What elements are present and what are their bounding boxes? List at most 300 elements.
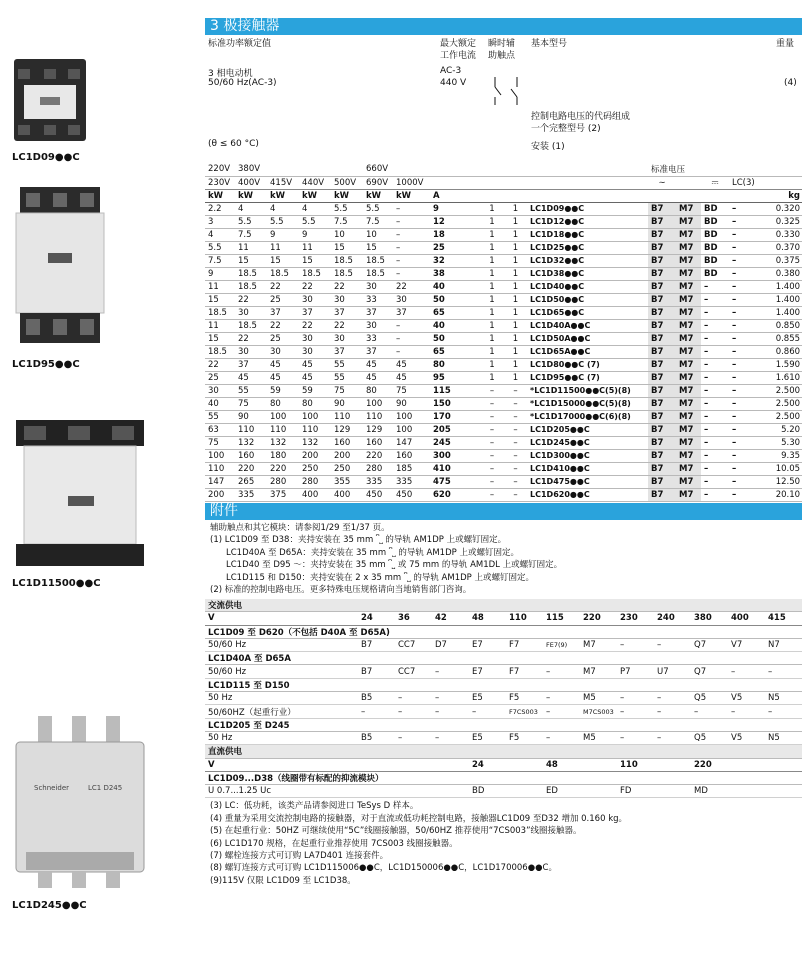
table-cell: E5 (469, 731, 506, 744)
table-cell: 0.370 (759, 241, 802, 254)
table-cell: 50 (430, 293, 480, 306)
table-cell: – (543, 731, 580, 744)
table-cell: – (543, 705, 580, 718)
table-cell: B7 (648, 280, 676, 293)
table-cell: B7 (358, 665, 395, 678)
contactor-row (205, 449, 802, 462)
table-cell: – (729, 371, 759, 384)
table-cell: 3 (205, 215, 235, 228)
table-cell: 18.5 (299, 267, 331, 280)
table-cell: 250 (299, 462, 331, 475)
table-cell: – (729, 306, 759, 319)
table-cell: 2.500 (759, 410, 802, 423)
table-cell: – (358, 705, 395, 718)
table-cell: – (729, 436, 759, 449)
contactor-row (205, 423, 802, 436)
table-cell: 150 (430, 397, 480, 410)
table-cell: V7 (728, 638, 765, 651)
table-cell: 280 (267, 475, 299, 488)
coil-group-title (205, 718, 802, 731)
table-cell: – (729, 462, 759, 475)
coil-group-title (205, 678, 802, 691)
contactor-row (205, 475, 802, 488)
table-cell: 5.5 (205, 241, 235, 254)
table-cell (395, 758, 432, 771)
table-cell: 132 (267, 436, 299, 449)
table-cell: M7 (676, 228, 701, 241)
accessory-notes (205, 520, 802, 597)
table-cell: 9 (267, 228, 299, 241)
table-cell: 115 (543, 612, 580, 625)
table-cell: 220 (691, 758, 728, 771)
reference-code: LC1D205●●C (527, 423, 648, 436)
contactor-row (205, 228, 802, 241)
table-cell: – (729, 280, 759, 293)
table-cell: 18.5 (235, 267, 267, 280)
table-cell: 18.5 (331, 254, 363, 267)
table-cell: BD (701, 202, 729, 215)
table-cell: M5 (580, 692, 617, 705)
table-cell: 12 (430, 215, 480, 228)
table-cell: 45 (393, 358, 430, 371)
reference-code: *LC1D15000●●C(5)(8) (527, 397, 648, 410)
table-cell: M7 (676, 475, 701, 488)
table-cell: 59 (299, 384, 331, 397)
table-cell: 1 (504, 332, 527, 345)
table-cell: 36 (395, 612, 432, 625)
table-cell: 22 (393, 280, 430, 293)
table-cell: 4 (235, 202, 267, 215)
footnote: (5) 在起重行业：50HZ 可继续使用“5C”线圈接触器，50/60HZ 推荐使用“7CS003”线圈接触器。 (210, 826, 582, 837)
table-cell: 55 (205, 410, 235, 423)
table-cell: 50/60 Hz (205, 638, 358, 651)
table-cell: 450 (393, 488, 430, 501)
table-cell: B7 (648, 410, 676, 423)
table-cell: ED (543, 785, 580, 798)
table-cell: 1 (480, 306, 504, 319)
table-cell: V5 (728, 731, 765, 744)
col-aux-heading-2: 助触点 (488, 51, 516, 61)
table-cell: B7 (648, 488, 676, 501)
table-cell: 1 (480, 202, 504, 215)
table-cell: M7 (676, 267, 701, 280)
table-cell: FE7(9) (543, 638, 580, 651)
table-cell: – (393, 228, 430, 241)
table-cell: – (701, 384, 729, 397)
dc-voltage-header (205, 758, 802, 771)
table-cell: M7 (676, 319, 701, 332)
table-cell: 90 (331, 397, 363, 410)
table-cell: – (701, 397, 729, 410)
table-cell: 1 (504, 241, 527, 254)
dc-group-title (205, 771, 802, 784)
reference-code: LC1D38●●C (527, 267, 648, 280)
table-cell: 160 (393, 449, 430, 462)
table-cell: 12.50 (759, 475, 802, 488)
table-cell: – (765, 665, 802, 678)
table-cell: – (504, 488, 527, 501)
footnotes (205, 798, 802, 887)
table-cell: 22 (331, 280, 363, 293)
table-cell: 230 (617, 612, 654, 625)
reference-code: LC1D12●●C (527, 215, 648, 228)
table-cell: 30 (331, 293, 363, 306)
coil-row (205, 638, 802, 651)
coil-group-title (205, 625, 802, 638)
reference-code: *LC1D11500●●C(5)(8) (527, 384, 648, 397)
table-cell: 37 (331, 306, 363, 319)
table-cell: – (701, 306, 729, 319)
ac-supply-heading (205, 599, 802, 612)
table-cell: 0.855 (759, 332, 802, 345)
table-cell: 110 (299, 423, 331, 436)
table-cell: – (701, 449, 729, 462)
table-cell: – (701, 280, 729, 293)
table-cell: 24 (358, 612, 395, 625)
reference-code: LC1D40●●C (527, 280, 648, 293)
table-cell: 147 (393, 436, 430, 449)
contactor-row (205, 267, 802, 280)
table-cell: M7 (676, 488, 701, 501)
table-cell: 18.5 (331, 267, 363, 280)
table-cell: E5 (469, 692, 506, 705)
table-cell: 22 (299, 280, 331, 293)
table-cell: F7CS003 (506, 705, 543, 718)
contactor-row (205, 345, 802, 358)
contactor-row (205, 462, 802, 475)
table-cell: 38 (430, 267, 480, 280)
table-cell: 18 (430, 228, 480, 241)
table-cell: B7 (648, 202, 676, 215)
table-cell (765, 758, 802, 771)
table-cell: 15 (331, 241, 363, 254)
reference-code: LC1D40A●●C (527, 319, 648, 332)
table-cell: – (728, 705, 765, 718)
table-cell: – (432, 665, 469, 678)
table-cell: 100 (393, 410, 430, 423)
ac3-label: AC-3 (440, 66, 462, 76)
table-cell: – (729, 475, 759, 488)
col-current-heading-2: 工作电流 (440, 51, 477, 61)
table-cell: 45 (299, 358, 331, 371)
table-cell: 10 (363, 228, 393, 241)
table-cell: MD (691, 785, 728, 798)
table-cell: 30 (331, 332, 363, 345)
reference-code: LC1D475●●C (527, 475, 648, 488)
table-cell: CC7 (395, 638, 432, 651)
table-cell: 30 (299, 332, 331, 345)
dc-coil-row (205, 785, 802, 798)
table-cell: Q7 (691, 638, 728, 651)
table-cell: 18.5 (235, 280, 267, 293)
table-cell: 33 (363, 293, 393, 306)
table-cell: M7 (676, 449, 701, 462)
table-cell: 9.35 (759, 449, 802, 462)
table-cell: – (765, 705, 802, 718)
table-cell: 37 (331, 345, 363, 358)
table-cell: 37 (363, 345, 393, 358)
table-cell: LC1D40A 至 D65A (205, 652, 802, 665)
table-cell: – (393, 345, 430, 358)
table-cell: 300 (430, 449, 480, 462)
contactor-row (205, 254, 802, 267)
table-cell: 2.2 (205, 202, 235, 215)
table-cell: 15 (267, 254, 299, 267)
table-cell: – (504, 423, 527, 436)
table-cell: 22 (331, 319, 363, 332)
reference-code: LC1D95●●C (7) (527, 371, 648, 384)
table-cell: B7 (648, 241, 676, 254)
table-cell: 15 (205, 293, 235, 306)
table-cell: – (701, 462, 729, 475)
table-cell: – (701, 293, 729, 306)
table-cell: – (432, 692, 469, 705)
table-cell: 100 (299, 410, 331, 423)
table-cell: F5 (506, 692, 543, 705)
product-column (0, 0, 200, 974)
table-cell: – (395, 692, 432, 705)
table-cell: 7.5 (235, 228, 267, 241)
table-cell: 1 (480, 345, 504, 358)
table-cell: B7 (648, 306, 676, 319)
table-cell: 110 (617, 758, 654, 771)
table-cell: – (691, 705, 728, 718)
table-cell: 200 (331, 449, 363, 462)
table-cell (506, 785, 543, 798)
section-title-accessories: 附件 (205, 503, 802, 520)
coil-row (205, 692, 802, 705)
table-cell: 220 (235, 462, 267, 475)
coil-row (205, 705, 802, 718)
table-cell: M7 (676, 293, 701, 306)
contactor-row (205, 241, 802, 254)
table-cell: – (701, 358, 729, 371)
table-cell: 45 (299, 371, 331, 384)
table-cell: – (480, 462, 504, 475)
table-cell: 7.5 (205, 254, 235, 267)
reference-code: *LC1D17000●●C(6)(8) (527, 410, 648, 423)
table-cell: – (393, 254, 430, 267)
table-cell: V (205, 758, 358, 771)
table-cell: 1 (504, 228, 527, 241)
table-cell: BD (469, 785, 506, 798)
table-cell: – (701, 319, 729, 332)
table-cell: 30 (267, 345, 299, 358)
col-ref-heading: 基本型号 (531, 39, 568, 49)
table-cell: 45 (267, 371, 299, 384)
table-cell: 25 (205, 371, 235, 384)
table-cell: 0.860 (759, 345, 802, 358)
table-cell: B7 (648, 332, 676, 345)
table-cell: – (701, 488, 729, 501)
std-voltage-heading: 标准电压 (648, 163, 759, 176)
table-cell: 7.5 (331, 215, 363, 228)
table-cell: 63 (205, 423, 235, 436)
table-cell: – (393, 267, 430, 280)
table-cell: 30 (235, 345, 267, 358)
table-cell: 1 (480, 228, 504, 241)
table-cell: 1.610 (759, 371, 802, 384)
table-cell: B7 (648, 371, 676, 384)
table-cell (580, 758, 617, 771)
table-cell: – (617, 731, 654, 744)
table-cell: 185 (393, 462, 430, 475)
table-cell: – (729, 241, 759, 254)
catalog-page (205, 0, 802, 887)
table-cell: 1 (504, 319, 527, 332)
table-cell: 18.5 (205, 306, 235, 319)
table-cell: 25 (430, 241, 480, 254)
table-cell: F7 (506, 638, 543, 651)
table-cell: 5.5 (235, 215, 267, 228)
table-cell: – (480, 488, 504, 501)
table-cell: 335 (393, 475, 430, 488)
table-cell: – (654, 705, 691, 718)
table-cell: – (654, 731, 691, 744)
lc3-heading: LC(3) (729, 176, 759, 189)
table-cell: – (504, 462, 527, 475)
table-cell: 1 (480, 293, 504, 306)
table-cell: 11 (205, 280, 235, 293)
table-cell: U7 (654, 665, 691, 678)
table-cell: 4 (205, 228, 235, 241)
table-cell: 50 (430, 332, 480, 345)
table-cell: B7 (648, 319, 676, 332)
table-cell: – (701, 475, 729, 488)
table-cell (580, 785, 617, 798)
ref-note-2: 一个完整型号 (2) (531, 124, 601, 134)
table-cell: – (729, 319, 759, 332)
coil-group-title (205, 652, 802, 665)
table-cell: 1 (504, 254, 527, 267)
table-cell: 50 Hz (205, 731, 358, 744)
table-cell: BD (701, 228, 729, 241)
table-cell: D7 (432, 638, 469, 651)
footnote: (4) 重量为采用交流控制电路的接触器，对于直流或低功耗控制电路，接触器LC1D09 至D32 增加 0.160 kg。 (210, 813, 628, 824)
table-cell: 335 (363, 475, 393, 488)
table-cell: – (729, 423, 759, 436)
table-cell: 30 (363, 280, 393, 293)
table-cell: – (393, 241, 430, 254)
table-cell: 1 (504, 306, 527, 319)
table-cell: 80 (363, 384, 393, 397)
table-cell: LC1D09 至 D620（不包括 D40A 至 D65A) (205, 625, 802, 638)
table-cell: M7 (676, 332, 701, 345)
table-cell: 18.5 (267, 267, 299, 280)
reference-code: LC1D25●●C (527, 241, 648, 254)
table-cell: 620 (430, 488, 480, 501)
table-cell: M7 (676, 462, 701, 475)
table-cell (506, 758, 543, 771)
table-cell: 22 (235, 332, 267, 345)
table-cell: – (729, 228, 759, 241)
table-cell: 45 (393, 371, 430, 384)
contactor-row (205, 319, 802, 332)
table-cell: M7 (676, 397, 701, 410)
table-cell: 245 (430, 436, 480, 449)
reference-code: LC1D410●●C (527, 462, 648, 475)
temperature-note: (θ ≤ 60 °C) (208, 139, 259, 149)
table-cell: M7 (676, 358, 701, 371)
product-label: LC1D245●●C (12, 900, 87, 911)
table-cell: 30 (205, 384, 235, 397)
table-cell: 1 (480, 215, 504, 228)
table-cell (728, 785, 765, 798)
product-image-lc1d245 (10, 712, 150, 892)
table-cell: M7 (676, 280, 701, 293)
table-cell: 1 (504, 280, 527, 293)
table-cell: B7 (648, 293, 676, 306)
table-cell: 160 (331, 436, 363, 449)
aux-contact-symbol (489, 75, 529, 107)
table-cell: M5 (580, 731, 617, 744)
table-cell: 22 (267, 319, 299, 332)
contactor-row (205, 397, 802, 410)
table-cell: 24 (469, 758, 506, 771)
table-cell: 0.380 (759, 267, 802, 280)
table-cell: 22 (299, 319, 331, 332)
table-cell: 132 (299, 436, 331, 449)
table-cell: M7 (676, 306, 701, 319)
table-cell: 33 (363, 332, 393, 345)
table-cell: 90 (235, 410, 267, 423)
note-line: (2) 标准的控制电路电压。更多特殊电压规格请向当地销售部门咨询。 (210, 585, 472, 595)
table-cell (728, 758, 765, 771)
table-cell: 42 (432, 612, 469, 625)
section-title-contactors: 3 极接触器 (205, 18, 802, 35)
table-cell: 0.320 (759, 202, 802, 215)
table-cell: 1 (480, 332, 504, 345)
table-cell: U 0.7...1.25 Uc (205, 785, 358, 798)
reference-code: LC1D32●●C (527, 254, 648, 267)
table-cell: – (395, 705, 432, 718)
table-cell: 5.5 (267, 215, 299, 228)
table-cell: 90 (393, 397, 430, 410)
contactor-row (205, 410, 802, 423)
table-cell: 80 (430, 358, 480, 371)
table-cell: 5.20 (759, 423, 802, 436)
table-cell: 37 (267, 306, 299, 319)
table-cell: BD (701, 254, 729, 267)
table-cell: 15 (363, 241, 393, 254)
table-cell: 5.30 (759, 436, 802, 449)
table-cell (432, 785, 469, 798)
table-cell: – (432, 731, 469, 744)
footnote: (8) 螺钉连接方式可订购 LC1D115006●●C，LC1D150006●●C，LC1D170006●●C。 (210, 863, 557, 874)
contactor-row (205, 293, 802, 306)
dc-supply-heading (205, 745, 802, 758)
contactor-table (205, 163, 802, 502)
table-cell: B7 (648, 358, 676, 371)
table-cell: 75 (393, 384, 430, 397)
motor-label: 3 相电动机 (208, 69, 253, 79)
table-cell: – (480, 410, 504, 423)
table-cell: – (480, 475, 504, 488)
col-aux-heading-1: 瞬时辅 (488, 39, 516, 49)
contactor-row (205, 358, 802, 371)
contactor-row (205, 436, 802, 449)
table-cell: N5 (765, 731, 802, 744)
table-cell: 9 (205, 267, 235, 280)
table-cell: – (654, 638, 691, 651)
note-line: 辅助触点和其它模块：请参阅1/29 至1/37 页。 (210, 522, 390, 533)
table-cell: M7 (676, 254, 701, 267)
table-cell: – (728, 665, 765, 678)
table-cell: – (480, 436, 504, 449)
table-cell: 400 (299, 488, 331, 501)
table-cell: FD (617, 785, 654, 798)
reference-code: LC1D18●●C (527, 228, 648, 241)
